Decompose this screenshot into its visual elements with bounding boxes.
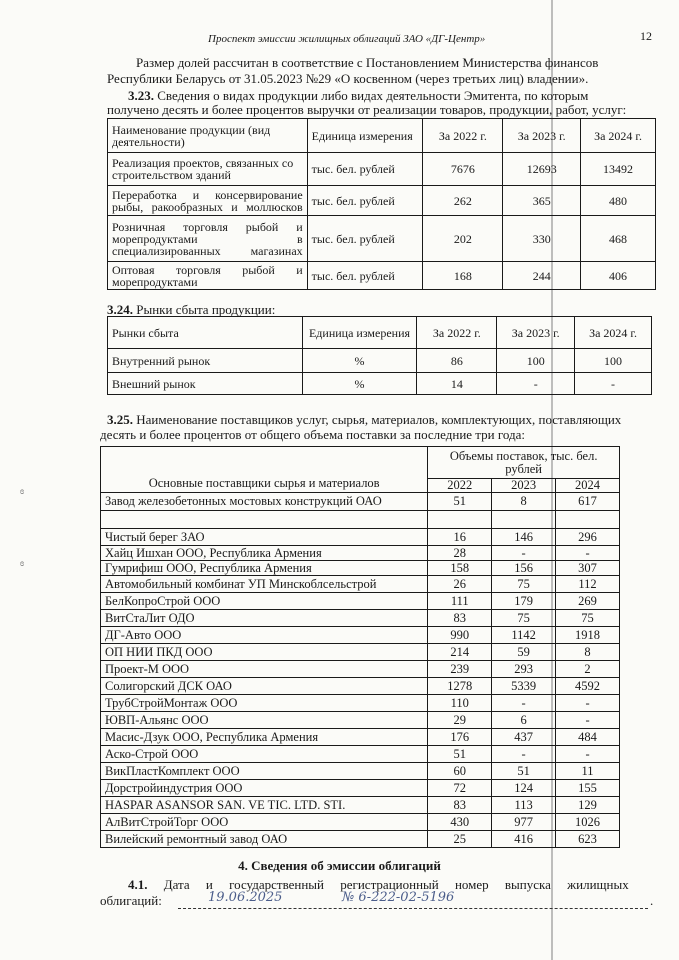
value-2022: 111: [428, 593, 492, 610]
table-row: [108, 153, 656, 186]
header-cell: За 2024 г.: [575, 317, 652, 349]
section-323-line-2: получено десять и более процентов выручки от реализации товаров, продукции, работ, услуг:: [107, 102, 627, 117]
supplier-name: Масис-Дзук ООО, Республика Армения: [101, 729, 428, 746]
table-row: [101, 546, 620, 561]
product-name: Розничная торговля рыбой и морепродуктами в специализированных магазинах: [108, 216, 308, 262]
value-2023: 51: [492, 763, 556, 780]
value-2022: 990: [428, 627, 492, 644]
section-323-number: 3.23.: [128, 88, 154, 103]
table-row: [101, 712, 620, 729]
supplier-name: ТрубСтройМонтаж ООО: [101, 695, 428, 712]
value-2023: 179: [492, 593, 556, 610]
value-2022: 430: [428, 814, 492, 831]
value-2023: 293: [492, 661, 556, 678]
handwritten-reg-number: № 6-222-02-5196: [342, 890, 455, 905]
value-2023: 1142: [492, 627, 556, 644]
value-2023: 59: [492, 644, 556, 661]
section-41-suffix: .: [650, 893, 654, 908]
value-2022: [428, 511, 492, 529]
suppliers-table: [100, 446, 620, 848]
section-325-line-2: десять и более процентов от общего объема поставки за последние три года:: [100, 427, 525, 442]
table-row: [101, 593, 620, 610]
value-2024: 8: [556, 644, 620, 661]
value-2024: 296: [556, 529, 620, 546]
section-324-title: [107, 302, 275, 317]
value-2022: 60: [428, 763, 492, 780]
value-2023: 5339: [492, 678, 556, 695]
header-cell: Наименование продукции (вид деятельности): [108, 119, 308, 153]
value-2022: 25: [428, 831, 492, 848]
value-2024: -: [556, 712, 620, 729]
table-row: [101, 831, 620, 848]
value-2023: 75: [492, 610, 556, 627]
table-row: [101, 511, 620, 529]
section-323-line-1: [128, 88, 588, 103]
value-2024: 484: [556, 729, 620, 746]
table-row: [101, 678, 620, 695]
value-2022: 72: [428, 780, 492, 797]
section-325-line-1: [107, 412, 621, 427]
value-2022: 202: [423, 216, 503, 262]
section-325-text: Наименование поставщиков услуг, сырья, материалов, комплектующих, поставляющих: [133, 412, 622, 427]
value-2024: 75: [556, 610, 620, 627]
table-row: [108, 186, 656, 216]
value-2023: -: [497, 373, 575, 395]
value-2023: 146: [492, 529, 556, 546]
value-2023: 365: [503, 186, 581, 216]
value-2022: 239: [428, 661, 492, 678]
supplier-name: Аско-Строй ООО: [101, 746, 428, 763]
value-2024: 129: [556, 797, 620, 814]
header-cell: Единица измерения: [307, 119, 423, 153]
value-2023: 6: [492, 712, 556, 729]
value-2023: 8: [492, 493, 556, 511]
supplier-name: БелКопроСтрой ООО: [101, 593, 428, 610]
section-323-text: Сведения о видах продукции либо видах деятельности Эмитента, по которым: [154, 88, 589, 103]
header-year: 2023: [492, 479, 556, 493]
section-324-number: 3.24.: [107, 302, 133, 317]
margin-mark: ɞ: [20, 486, 24, 496]
supplier-name: Вилейский ремонтный завод ОАО: [101, 831, 428, 848]
value-2023: -: [492, 695, 556, 712]
section-324-text: Рынки сбыта продукции:: [133, 302, 276, 317]
supplier-name: Чистый берег ЗАО: [101, 529, 428, 546]
table-row: [101, 493, 620, 511]
table-row: [101, 561, 620, 576]
unit-cell: тыс. бел. рублей: [307, 262, 423, 290]
value-2023: 100: [497, 349, 575, 373]
supplier-name: ОП НИИ ПКД ООО: [101, 644, 428, 661]
section-41-text: Дата и государственный регистрационный номер выпуска жилищных: [147, 877, 629, 892]
value-2024: 307: [556, 561, 620, 576]
header-year: 2024: [556, 479, 620, 493]
value-2024: 480: [581, 186, 656, 216]
value-2023: -: [492, 746, 556, 763]
supplier-rows: [101, 493, 620, 848]
value-2024: 1026: [556, 814, 620, 831]
section-4-title: 4. Сведения об эмиссии облигаций: [238, 858, 441, 873]
value-2023: 75: [492, 576, 556, 593]
table-row: [101, 610, 620, 627]
market-name: Внутренний рынок: [108, 349, 303, 373]
value-2022: 262: [423, 186, 503, 216]
table-row: [101, 763, 620, 780]
page-header: [0, 29, 679, 47]
supplier-name: Завод железобетонных мостовых конструкций ОАО: [101, 493, 428, 511]
header-cell: За 2024 г.: [581, 119, 656, 153]
supplier-name: Проект-М ООО: [101, 661, 428, 678]
value-2024: 13492: [581, 153, 656, 186]
header-cell: Рынки сбыта: [108, 317, 303, 349]
value-2024: 112: [556, 576, 620, 593]
handwritten-date: 19.06.2025: [208, 890, 283, 905]
supplier-name: ВитСтаЛит ОДО: [101, 610, 428, 627]
value-2024: 269: [556, 593, 620, 610]
value-2022: 51: [428, 746, 492, 763]
value-2022: 168: [423, 262, 503, 290]
value-2022: 28: [428, 546, 492, 561]
value-2023: 330: [503, 216, 581, 262]
products-table: [107, 118, 656, 290]
supplier-name: HASPAR ASANSOR SAN. VE TIC. LTD. STI.: [101, 797, 428, 814]
table-row: [101, 576, 620, 593]
value-2022: 14: [417, 373, 497, 395]
table-row: [108, 262, 656, 290]
value-2022: 51: [428, 493, 492, 511]
product-name: Реализация проектов, связанных со строительством зданий: [108, 153, 308, 186]
unit-cell: тыс. бел. рублей: [307, 216, 423, 262]
value-2022: 176: [428, 729, 492, 746]
value-2022: 86: [417, 349, 497, 373]
table-row: [101, 529, 620, 546]
header-supplier-name: Основные поставщики сырья и материалов: [101, 447, 428, 493]
product-name: Переработка и консервирование рыбы, ракообразных и моллюсков: [108, 186, 308, 216]
value-2024: 1918: [556, 627, 620, 644]
value-2024: -: [556, 695, 620, 712]
supplier-name: ЮВП-Альянс ООО: [101, 712, 428, 729]
unit-cell: тыс. бел. рублей: [307, 186, 423, 216]
value-2022: 83: [428, 797, 492, 814]
value-2024: 11: [556, 763, 620, 780]
table-row: [101, 729, 620, 746]
supplier-name: АлВитСтройТорг ООО: [101, 814, 428, 831]
header-volume: Объемы поставок, тыс. бел. рублей: [428, 447, 620, 479]
unit-cell: тыс. бел. рублей: [307, 153, 423, 186]
header-cell: Единица измерения: [302, 317, 417, 349]
value-2022: 1278: [428, 678, 492, 695]
table-header-row: [108, 317, 652, 349]
value-2024: [556, 511, 620, 529]
value-2023: 156: [492, 561, 556, 576]
value-2022: 26: [428, 576, 492, 593]
value-2023: 113: [492, 797, 556, 814]
header-cell: За 2022 г.: [423, 119, 503, 153]
supplier-name: [101, 511, 428, 529]
value-2024: 623: [556, 831, 620, 848]
unit-cell: %: [302, 373, 417, 395]
unit-cell: %: [302, 349, 417, 373]
header-cell: За 2022 г.: [417, 317, 497, 349]
value-2024: 100: [575, 349, 652, 373]
table-row: [101, 814, 620, 831]
supplier-name: ВикПластКомплект ООО: [101, 763, 428, 780]
table-row: [108, 349, 652, 373]
section-41-number: 4.1.: [128, 877, 148, 892]
value-2024: 4592: [556, 678, 620, 695]
value-2022: 7676: [423, 153, 503, 186]
value-2022: 29: [428, 712, 492, 729]
supplier-name: Хайц Ишхан ООО, Республика Армения: [101, 546, 428, 561]
table-row: [101, 661, 620, 678]
header-cell: За 2023 г.: [497, 317, 575, 349]
value-2022: 214: [428, 644, 492, 661]
supplier-name: Гумрифиш ООО, Республика Армения: [101, 561, 428, 576]
table-row: [101, 797, 620, 814]
page-number: 12: [640, 29, 652, 43]
value-2023: [492, 511, 556, 529]
section-325-number: 3.25.: [107, 412, 133, 427]
value-2024: -: [556, 546, 620, 561]
value-2023: 416: [492, 831, 556, 848]
table-row: [108, 373, 652, 395]
value-2023: 244: [503, 262, 581, 290]
header-cell: За 2023 г.: [503, 119, 581, 153]
value-2023: 977: [492, 814, 556, 831]
value-2023: -: [492, 546, 556, 561]
value-2022: 110: [428, 695, 492, 712]
value-2024: -: [575, 373, 652, 395]
supplier-name: Солигорский ДСК ОАО: [101, 678, 428, 695]
table-row: [101, 627, 620, 644]
section-41-prefix: облигаций:: [100, 893, 162, 908]
table-row: [108, 216, 656, 262]
market-name: Внешний рынок: [108, 373, 303, 395]
value-2023: 12693: [503, 153, 581, 186]
supplier-name: ДГ-Авто ООО: [101, 627, 428, 644]
value-2024: 617: [556, 493, 620, 511]
table-header-row: [108, 119, 656, 153]
table-header-row: [101, 447, 620, 479]
table-row: [101, 695, 620, 712]
table-row: [101, 644, 620, 661]
value-2024: 2: [556, 661, 620, 678]
intro-line-1: Размер долей рассчитан в соответствие с Постановлением Министерства финансов: [136, 55, 599, 70]
header-title: Проспект эмиссии жилищных облигаций ЗАО «ДГ-Центр»: [208, 33, 486, 45]
value-2024: -: [556, 746, 620, 763]
value-2024: 406: [581, 262, 656, 290]
product-name: Оптовая торговля рыбой и морепродуктами: [108, 262, 308, 290]
supplier-name: Автомобильный комбинат УП Минскоблсельстрой: [101, 576, 428, 593]
value-2022: 158: [428, 561, 492, 576]
value-2024: 468: [581, 216, 656, 262]
value-2023: 124: [492, 780, 556, 797]
value-2023: 437: [492, 729, 556, 746]
value-2024: 155: [556, 780, 620, 797]
margin-mark: ɞ: [20, 558, 24, 568]
value-2022: 83: [428, 610, 492, 627]
value-2022: 16: [428, 529, 492, 546]
table-row: [101, 780, 620, 797]
markets-table: [107, 316, 652, 395]
table-row: [101, 746, 620, 763]
intro-line-2: Республики Беларусь от 31.05.2023 №29 «О косвенном (через третьих лиц) владении».: [107, 71, 589, 86]
header-year: 2022: [428, 479, 492, 493]
supplier-name: Дорстройиндустрия ООО: [101, 780, 428, 797]
